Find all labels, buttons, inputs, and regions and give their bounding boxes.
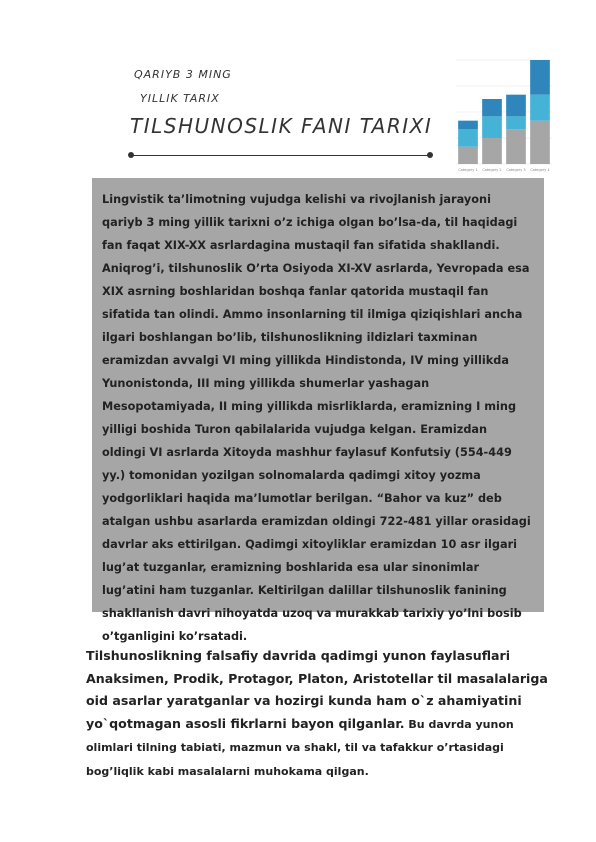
divider-dot-left bbox=[128, 152, 134, 158]
chart-bar-segment bbox=[458, 129, 478, 146]
chart-category-label: Category 3 bbox=[506, 168, 526, 172]
chart-bar-segment bbox=[482, 99, 502, 116]
intro-paragraph: Lingvistik ta’limotning vujudga kelishi va rivojlanish jarayoni qariyb 3 ming yillik tarixni o’z ichiga olgan bo’lsa-da, til haqidagi fan faqat XIX-XX asrlardagina mustaqil fan sifatida shakllandi. Aniqrog’i, tilshunoslik O’rta Osiyoda XI-XV asrlarda, Yevropada esa XIX asrning boshlaridan boshqa fanlar qatorida mustaqil fan sifatida tan olindi. Ammo insonlarning til ilmiga qiziqishlari ancha ilgari boshlangan bo’lib, tilshunoslikning ildizlari taxminan eramizdan avvalgi VI ming yillikda Hindistonda, IV ming yillikda Yunonistonda, III ming yillikda shumerlar yashagan Mesopotamiyada, II ming yillikda misrliklarda, eramizning I ming yilligi boshida Turon qabilalarida vujudga kelgan. Eramizdan oldingi VI asrlarda Xitoyda mashhur faylasuf Konfutsiy (554-449 yy.) tomonidan yozilgan solnomalarda qadimgi xitoy yozma yodgorliklari haqida ma’lumotlar berilgan. “Bahor va kuz” deb atalgan ushbu asarlarda eramizdan oldingi 722-481 yillar orasidagi davrlar aks ettirilgan. Qadimgi xitoyliklar eramizdan 10 asr ilgari lug’at tuzganlar, eramizning boshlarida esa ular sinonimlar lug’atini ham tuzganlar. Keltirilgan dalillar tilshunoslik fanining shakllanish davri nihoyatda uzoq va murakkab tarixiy yo’lni bosib o’tganligini ko’rsatadi. bbox=[102, 193, 531, 643]
chart-category-label: Category 1 bbox=[458, 168, 478, 172]
decorative-bar-chart bbox=[448, 58, 554, 176]
page-title: TILSHUNOSLIK FANI TARIXI bbox=[130, 114, 433, 138]
chart-category-labels bbox=[458, 168, 550, 172]
chart-bar-segment bbox=[458, 121, 478, 130]
chart-bar-segment bbox=[506, 129, 526, 164]
chart-bar-segment bbox=[530, 95, 550, 121]
chart-bar-segment bbox=[482, 138, 502, 164]
chart-category-label: Category 2 bbox=[482, 168, 502, 172]
title-divider bbox=[130, 155, 430, 156]
chart-bar-segment bbox=[458, 147, 478, 164]
chart-bar-segment bbox=[482, 116, 502, 138]
divider-dot-right bbox=[427, 152, 433, 158]
body-paragraph bbox=[86, 645, 556, 783]
chart-bar-segment bbox=[530, 60, 550, 95]
chart-bar-segment bbox=[530, 121, 550, 164]
chart-bar-segment bbox=[506, 116, 526, 129]
subtitle-line-1: QARIYB 3 MING bbox=[134, 68, 232, 81]
body-paragraph-small: Bu davrda yunon olimlari tilning tabiati, mazmun va shakl, til va tafakkur o’rtasidagi bog’liqlik kabi masalalarni muhokama qilgan. bbox=[86, 717, 514, 778]
subtitle-line-2: YILLIK TARIX bbox=[140, 92, 220, 105]
chart-bar-segment bbox=[506, 95, 526, 117]
body-paragraph-main: Tilshunoslikning falsafiy davrida qadimgi yunon faylasuflari Anaksimen, Prodik, Protagor, Platon, Aristotellar til masalalariga oid asarlar yaratganlar va hozirgi kunda ham o`z ahamiyatini yo`qotmagan asosli fikrlarni bayon qilganlar. bbox=[86, 648, 548, 731]
chart-category-label: Category 4 bbox=[530, 168, 550, 172]
intro-text-box bbox=[92, 178, 544, 643]
